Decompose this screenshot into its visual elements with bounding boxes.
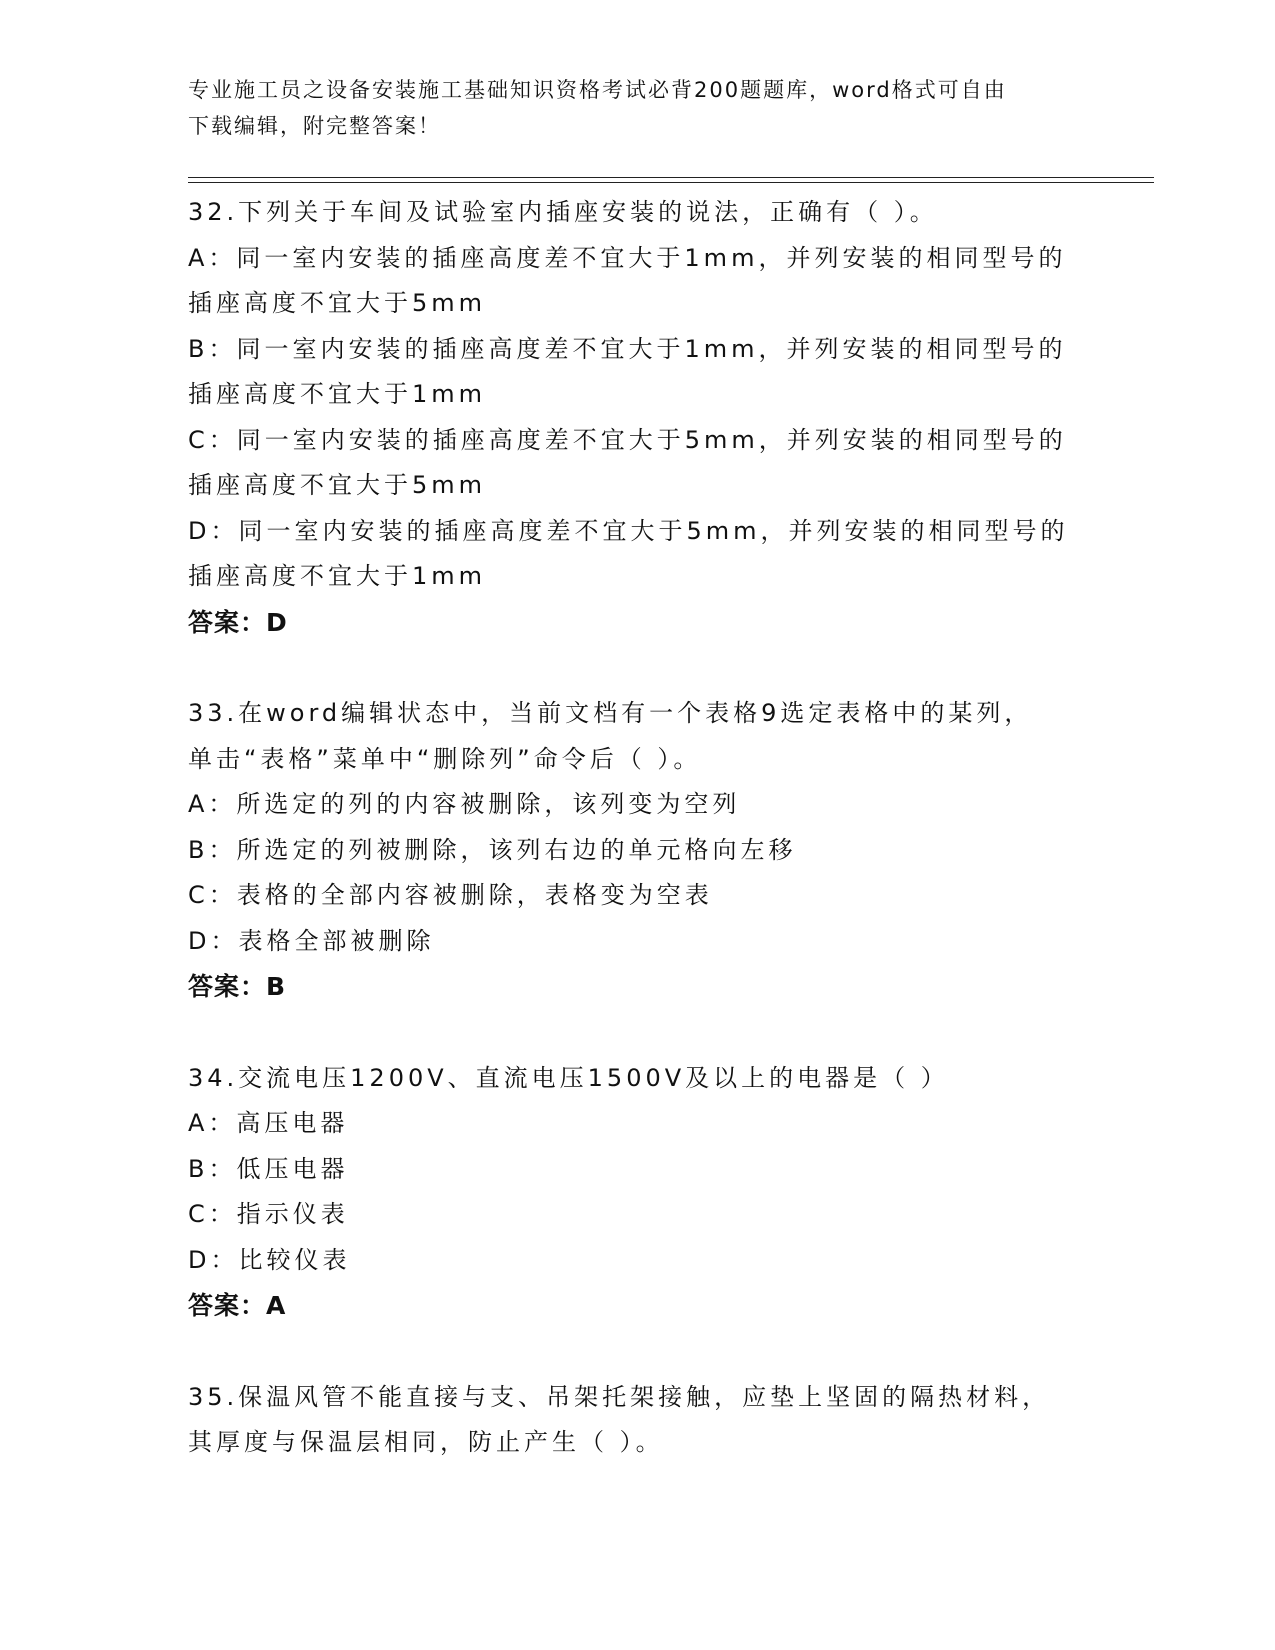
option-line: C：指示仪表 — [188, 1200, 349, 1228]
header-divider — [188, 177, 1154, 178]
header-line: 专业施工员之设备安装施工基础知识资格考试必背200题题库，word格式可自由 — [188, 78, 1007, 102]
question-block — [188, 691, 1088, 1010]
option-line: D：表格全部被删除 — [188, 926, 435, 955]
question-text: 34.交流电压1200V、直流电压1500V及以上的电器是（ ） — [188, 1063, 949, 1092]
question-text: 单击“表格”菜单中“删除列”命令后（ ）。 — [188, 744, 702, 773]
option-line: D：比较仪表 — [188, 1245, 351, 1274]
header-divider — [188, 182, 1154, 183]
question-text: 35.保温风管不能直接与支、吊架托架接触，应垫上坚固的隔热材料， — [188, 1382, 1051, 1411]
option-line: 插座高度不宜大于1mm — [188, 562, 487, 590]
answer-text: 答案：B — [188, 972, 287, 1001]
question-block — [188, 190, 1088, 645]
question-block — [188, 1375, 1088, 1466]
question-block — [188, 1056, 1088, 1329]
option-line: B：所选定的列被删除，该列右边的单元格向左移 — [188, 835, 797, 864]
option-line: 插座高度不宜大于5mm — [188, 289, 487, 317]
option-line: B：同一室内安装的插座高度差不宜大于1mm，并列安装的相同型号的 — [188, 334, 1067, 363]
option-line: 插座高度不宜大于5mm — [188, 471, 487, 499]
option-line: A：高压电器 — [188, 1109, 349, 1137]
question-list — [188, 190, 1088, 1466]
document-header — [188, 72, 1068, 144]
question-text: 其厚度与保温层相同，防止产生（ ）。 — [188, 1428, 664, 1456]
option-line: D：同一室内安装的插座高度差不宜大于5mm，并列安装的相同型号的 — [188, 516, 1069, 545]
option-line: C：表格的全部内容被删除，表格变为空表 — [188, 881, 713, 909]
answer-text: 答案：D — [188, 607, 288, 637]
option-line: A：所选定的列的内容被删除，该列变为空列 — [188, 790, 741, 818]
header-line: 下载编辑，附完整答案！ — [188, 114, 441, 138]
option-line: B：低压电器 — [188, 1154, 349, 1183]
answer-text: 答案：A — [188, 1291, 287, 1320]
option-line: C：同一室内安装的插座高度差不宜大于5mm，并列安装的相同型号的 — [188, 425, 1067, 454]
question-text: 33.在word编辑状态中，当前文档有一个表格9选定表格中的某列， — [188, 699, 1033, 727]
option-line: A：同一室内安装的插座高度差不宜大于1mm，并列安装的相同型号的 — [188, 243, 1067, 272]
option-line: 插座高度不宜大于1mm — [188, 380, 487, 408]
question-text: 32.下列关于车间及试验室内插座安装的说法，正确有（ ）。 — [188, 198, 938, 226]
